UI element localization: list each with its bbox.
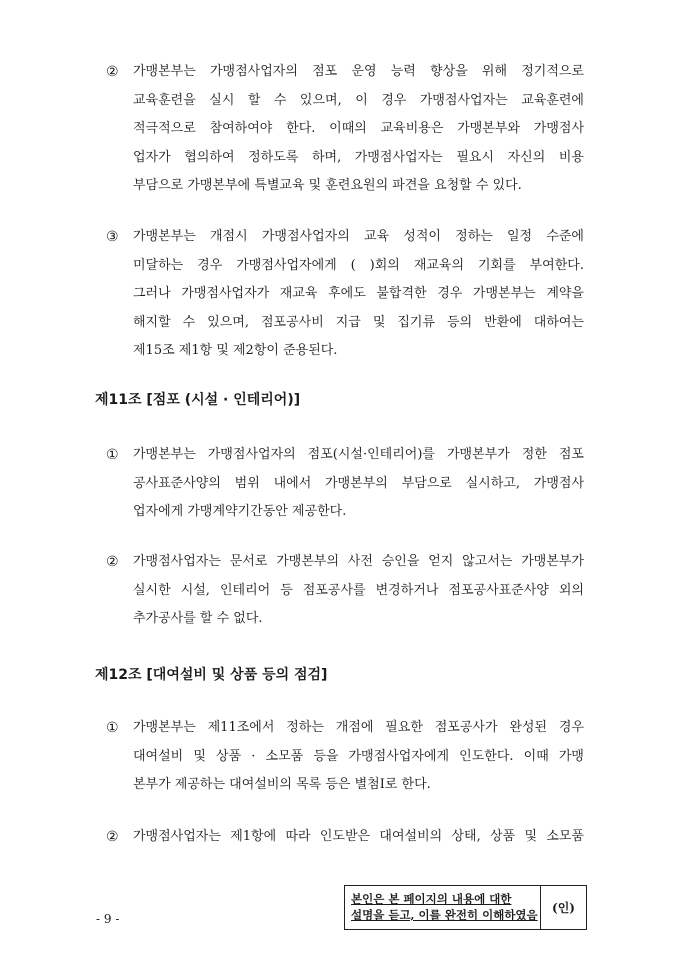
paragraph-number: ②: [106, 64, 119, 80]
text-line: 가맹본부는 가맹점사업자의 점포(시설·인테리어)를 가맹본부가 정한 점포: [133, 447, 584, 462]
paragraph-number: ③: [106, 229, 119, 245]
text-line: 가맹점사업자는 제1항에 따라 인도받은 대여설비의 상태, 상품 및 소모품: [133, 829, 584, 844]
article11-paragraph-1: [106, 441, 584, 527]
article12-paragraph-1: [106, 714, 584, 800]
paragraph-number: ①: [106, 720, 119, 736]
article12-paragraph-2: [106, 823, 584, 852]
confirmation-line: 본인은 본 페이지의 내용에 대한: [351, 892, 512, 906]
text-line: 대여설비 및 상품 · 소모품 등을 가맹점사업자에게 인도한다. 이때 가맹: [133, 748, 584, 764]
text-line: 업자가 협의하여 정하도록 하며, 가맹점사업자는 필요시 자신의 비용: [133, 149, 584, 165]
text-line: 실시한 시설, 인테리어 등 점포공사를 변경하거나 점포공사표준사양 외의: [133, 582, 584, 598]
text-line: 해지할 수 있으며, 점포공사비 지급 및 집기류 등의 반환에 대하여는: [133, 314, 584, 330]
paragraph-number: ②: [106, 829, 119, 845]
article11-heading: 제11조 [점포 (시설 · 인테리어)]: [95, 392, 301, 408]
text-line: 미달하는 경우 가맹점사업자에게 ( )회의 재교육의 기회를 부여한다.: [133, 257, 584, 273]
text-line: 업자에게 가맹계약기간동안 제공한다.: [133, 504, 347, 520]
confirmation-box: [344, 885, 587, 930]
article11-paragraph-2: [106, 548, 584, 634]
text-line: 본부가 제공하는 대여설비의 목록 등은 별첨Ⅰ로 한다.: [133, 777, 431, 793]
article10-paragraph-2: [106, 58, 584, 201]
text-line: 가맹본부는 개점시 가맹점사업자의 교육 성적이 정하는 일정 수준에: [133, 229, 584, 244]
text-line: 공사표준사양의 범위 내에서 가맹본부의 부담으로 실시하고, 가맹점사: [133, 475, 584, 491]
text-line: 가맹본부는 가맹점사업자의 점포 운영 능력 향상을 위해 정기적으로: [133, 64, 584, 79]
text-line: 가맹본부는 제11조에서 정하는 개점에 필요한 점포공사가 완성된 경우: [133, 720, 584, 735]
paragraph-number: ①: [106, 447, 119, 463]
article10-paragraph-3: [106, 223, 584, 366]
text-line: 가맹점사업자는 문서로 가맹본부의 사전 승인을 얻지 않고서는 가맹본부가: [133, 554, 584, 569]
seal-field[interactable]: (인): [552, 901, 575, 915]
paragraph-number: ②: [106, 554, 119, 570]
confirmation-line: 설명을 듣고, 이를 완전히 이해하였음: [351, 908, 538, 922]
page-number: - 9 -: [96, 912, 120, 926]
article12-heading: 제12조 [대여설비 및 상품 등의 점검]: [95, 667, 328, 683]
confirmation-text: [345, 886, 541, 929]
text-line: 교육훈련을 실시 할 수 있으며, 이 경우 가맹점사업자는 교육훈련에: [133, 92, 584, 108]
text-line: 적극적으로 참여하여야 한다. 이때의 교육비용은 가맹본부와 가맹점사: [133, 121, 584, 137]
text-line: 제15조 제1항 및 제2항이 준용된다.: [133, 343, 338, 359]
text-line: 그러나 가맹점사업자가 재교육 후에도 불합격한 경우 가맹본부는 계약을: [133, 286, 584, 302]
text-line: 추가공사를 할 수 없다.: [133, 611, 263, 627]
text-line: 부담으로 가맹본부에 특별교육 및 훈련요원의 파견을 요청할 수 있다.: [133, 178, 522, 194]
